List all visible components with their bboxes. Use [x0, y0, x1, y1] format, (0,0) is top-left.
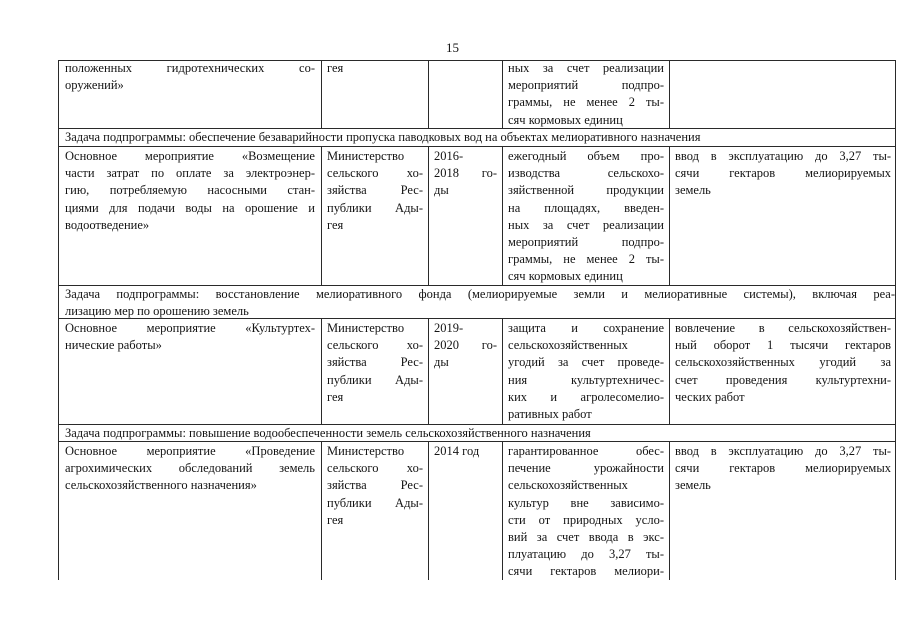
cell-line: сельского хо- — [327, 166, 423, 181]
cell-line: публики Ады- — [327, 495, 423, 510]
cell-line: Министерство — [327, 149, 405, 163]
cell-line: сти от природных усло- — [508, 512, 664, 527]
cell-line: ных за счет реализации — [508, 61, 664, 75]
cell-line: 2016- — [434, 149, 464, 163]
executor-cell — [327, 60, 423, 77]
activity-cell — [65, 320, 315, 354]
column-divider — [321, 318, 322, 424]
column-divider — [321, 146, 322, 285]
cell-line: части затрат по оплате за электроэнер- — [65, 166, 315, 181]
cell-line: ввод в эксплуатацию до 3,27 ты- — [675, 149, 891, 163]
cell-line: ния культуртехничес- — [508, 372, 664, 387]
column-divider — [502, 146, 503, 285]
cell-line: гея — [327, 389, 344, 404]
cell-line: земель — [675, 183, 711, 198]
task-row — [65, 286, 895, 320]
cell-line: публики Ады- — [327, 372, 423, 387]
period-cell — [434, 320, 497, 372]
cell-line: оружений» — [65, 78, 124, 93]
cell-line: 2014 год — [434, 444, 480, 458]
cell-line: сельского хо- — [327, 461, 423, 476]
cell-line: зяйства Рес- — [327, 355, 423, 370]
cell-line: 2020 го- — [434, 338, 497, 353]
column-divider — [428, 146, 429, 285]
period-cell — [434, 148, 497, 200]
cell-line: сельскохозяйственных угодий за — [675, 355, 891, 370]
cell-line: сяч кормовых единиц — [508, 269, 623, 284]
column-divider — [428, 60, 429, 128]
cell-line: сельскохозяйственного назначения» — [65, 478, 257, 493]
cell-line: циями для подачи воды на орошение и — [65, 200, 315, 215]
cell-line: сячи гектаров мелиорируемых — [675, 166, 891, 181]
cell-line: культур вне зависимо- — [508, 495, 664, 510]
activity-cell — [65, 443, 315, 495]
column-divider — [669, 441, 670, 580]
cell-line: агрохимических обследований земель — [65, 461, 315, 476]
task-row — [65, 129, 895, 146]
task-line: Задача подпрограммы: обеспечение безаварийности пропуска паводковых вод на объектах мелиоративного назначения — [65, 130, 701, 144]
cell-line: зяйства Рес- — [327, 183, 423, 198]
cell-line: мероприятий подпро- — [508, 78, 664, 93]
cell-line: водоотведение» — [65, 217, 150, 232]
cell-line: плуатацию до 3,27 ты- — [508, 547, 664, 562]
column-divider — [321, 60, 322, 128]
cell-line: положенных гидротехнических со- — [65, 61, 315, 75]
row-divider — [58, 146, 896, 147]
cell-line: граммы, не менее 2 ты- — [508, 95, 664, 110]
executor-cell — [327, 443, 423, 529]
task-line: лизацию мер по орошению земель — [65, 304, 249, 318]
activity-cell — [65, 60, 315, 94]
cell-line: мероприятий подпро- — [508, 235, 664, 250]
activity-cell — [65, 148, 315, 234]
cell-line: изводства сельскохо- — [508, 166, 664, 181]
cell-line: ческих работ — [675, 389, 745, 404]
cell-line: Основное мероприятие «Культуртех- — [65, 321, 315, 335]
cell-line: Министерство — [327, 444, 405, 458]
cell-line: гарантированное обес- — [508, 444, 664, 458]
cell-line: 2018 го- — [434, 166, 497, 181]
cell-line: вий за счет ввода в экс- — [508, 530, 664, 545]
cell-line: Основное мероприятие «Проведение — [65, 444, 315, 458]
column-divider — [321, 441, 322, 580]
cell-line: ды — [434, 183, 449, 198]
cell-line: вовлечение в сельскохозяйствен- — [675, 321, 891, 335]
cell-line: граммы, не менее 2 ты- — [508, 252, 664, 267]
cell-line: ввод в эксплуатацию до 3,27 ты- — [675, 444, 891, 458]
executor-cell — [327, 320, 423, 406]
table-left-border — [58, 60, 59, 580]
cell-line: публики Ады- — [327, 200, 423, 215]
cell-line: земель — [675, 478, 711, 493]
cell-line: Основное мероприятие «Возмещение — [65, 149, 315, 163]
column-divider — [669, 60, 670, 128]
page-number: 15 — [446, 40, 459, 55]
column-divider — [669, 146, 670, 285]
cell-line: ративных работ — [508, 407, 592, 422]
column-divider — [502, 60, 503, 128]
column-divider — [502, 441, 503, 580]
column-divider — [502, 318, 503, 424]
cell-line: гея — [327, 61, 344, 75]
column-divider — [669, 318, 670, 424]
cell-line: ды — [434, 355, 449, 370]
cell-line: угодий за счет проведе- — [508, 355, 664, 370]
period-cell — [434, 443, 497, 460]
indicator-cell — [508, 60, 664, 129]
cell-line: сяч кормовых единиц — [508, 112, 623, 127]
result-cell — [675, 320, 891, 406]
cell-line: сячи гектаров мелиорируемых — [675, 461, 891, 476]
indicator-cell — [508, 443, 664, 581]
cell-line: печение урожайности — [508, 461, 664, 476]
cell-line: гея — [327, 512, 344, 527]
cell-line: нические работы» — [65, 338, 162, 353]
task-row — [65, 425, 895, 442]
cell-line: сельского хо- — [327, 338, 423, 353]
cell-line: зяйственной продукции — [508, 183, 664, 198]
cell-line: ких и агролесомелио- — [508, 389, 664, 404]
cell-line: ежегодный объем про- — [508, 149, 664, 163]
cell-line: гея — [327, 217, 344, 232]
cell-line: на площадях, введен- — [508, 200, 664, 215]
cell-line: Министерство — [327, 321, 405, 335]
result-cell — [675, 148, 891, 200]
cell-line: зяйства Рес- — [327, 478, 423, 493]
cell-line: ных за счет реализации — [508, 217, 664, 232]
table-right-border — [895, 60, 896, 580]
cell-line: сельскохозяйственных — [508, 478, 628, 493]
column-divider — [428, 318, 429, 424]
cell-line: защита и сохранение — [508, 321, 664, 335]
cell-line: сельскохозяйственных — [508, 338, 628, 353]
task-line: Задача подпрограммы: повышение водообеспеченности земель сельскохозяйственного назначения — [65, 426, 591, 440]
task-line: Задача подпрограммы: восстановление мелиоративного фонда (мелиорируемые земли и мелиоративные системы), включая реа- — [65, 287, 895, 301]
executor-cell — [327, 148, 423, 234]
indicator-cell — [508, 148, 664, 286]
result-cell — [675, 443, 891, 495]
cell-line: ный оборот 1 тысячи гектаров — [675, 338, 891, 353]
indicator-cell — [508, 320, 664, 423]
cell-line: гию, потребляемую насосными стан- — [65, 183, 315, 198]
column-divider — [428, 441, 429, 580]
cell-line: сячи гектаров мелиори- — [508, 564, 664, 579]
cell-line: счет проведения культуртехни- — [675, 372, 891, 387]
cell-line: 2019- — [434, 321, 464, 335]
